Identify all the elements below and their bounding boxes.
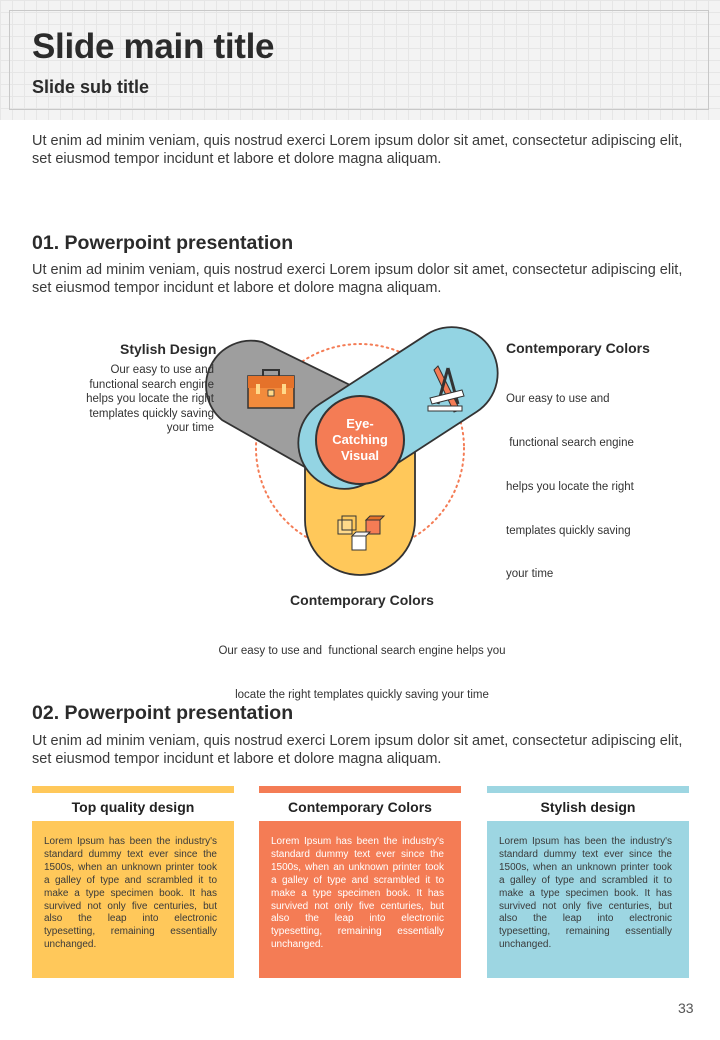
bottom-callout-line: locate the right templates quickly saving your time: [235, 688, 489, 701]
card-text: Lorem Ipsum has been the industry's standard dummy text ever since the 1500s, when an unknown printer took a galley of type and scrambled it to make a type specimen book. It has survived not only five centuries, but also the leap into electronic typesetting, remaining essentially unchanged.: [44, 836, 217, 951]
left-callout-line: Our easy to use and: [110, 364, 214, 376]
bottom-callout-line: Our easy to use and functional search engine helps you: [218, 645, 506, 658]
section-2-paragraph: Ut enim ad minim veniam, quis nostrud exerci Lorem ipsum dolor sit amet, consectetur adipiscing elit, set eiusmod tempor incidunt et labore et dolore magna aliquam.: [32, 733, 683, 767]
card-title: Stylish design: [487, 793, 689, 821]
right-callout-text: [506, 363, 676, 611]
section-2-title: 02. Powerpoint presentation: [32, 702, 294, 724]
center-label-line-3: Visual: [340, 448, 380, 463]
card-text: Lorem Ipsum has been the industry's standard dummy text ever since the 1500s, when an unknown printer took a galley of type and scrambled it to make a type specimen book. It has survived not only five centuries, but also the leap into electronic typesetting, remaining essentially unchanged.: [499, 836, 672, 951]
left-callout-line: templates quickly saving: [89, 407, 214, 420]
right-callout-line: templates quickly saving: [506, 524, 631, 537]
slide-main-title: Slide main title: [32, 27, 275, 66]
card-title: Top quality design: [32, 793, 234, 821]
eye-catching-diagram: [0, 320, 720, 608]
section-1-title: 01. Powerpoint presentation: [32, 232, 294, 254]
section-1-paragraph: Ut enim ad minim veniam, quis nostrud exerci Lorem ipsum dolor sit amet, consectetur adipiscing elit, set eiusmod tempor incidunt et labore et dolore magna aliquam.: [32, 262, 683, 296]
slide-sub-title: Slide sub title: [32, 77, 150, 97]
intro-paragraph: Ut enim ad minim veniam, quis nostrud exerci Lorem ipsum dolor sit amet, consectetur adipiscing elit, set eiusmod tempor incidunt et labore et dolore magna aliquam.: [32, 133, 683, 167]
center-label-line-1: Eye-: [346, 416, 374, 431]
card-stylish-design: [487, 786, 689, 978]
card-text: Lorem Ipsum has been the industry's standard dummy text ever since the 1500s, when an unknown printer took a galley of type and scrambled it to make a type specimen book. It has survived not only five centuries, but also the leap into electronic typesetting, remaining essentially unchanged.: [271, 836, 444, 951]
right-callout-line: helps you locate the right: [506, 480, 634, 493]
right-callout-line: functional search engine: [506, 436, 634, 449]
right-callout-line: your time: [506, 568, 554, 581]
center-label-line-2: Catching: [332, 432, 388, 447]
right-callout-line: Our easy to use and: [506, 393, 610, 406]
card-top-quality-design: [32, 786, 234, 978]
left-callout-line: helps you locate the right: [86, 393, 214, 406]
title-box: [9, 10, 709, 110]
left-callout-line: functional search engine: [89, 378, 214, 391]
left-callout-text: [60, 363, 214, 436]
card-contemporary-colors: [259, 786, 461, 978]
bottom-callout-title: Contemporary Colors: [290, 592, 434, 608]
page-number: 33: [678, 1000, 694, 1016]
left-callout-title: Stylish Design: [120, 341, 217, 357]
right-callout-title: Contemporary Colors: [506, 340, 650, 356]
left-callout-line: your time: [166, 422, 214, 435]
card-title: Contemporary Colors: [259, 793, 461, 821]
briefcase-icon: [248, 370, 294, 408]
